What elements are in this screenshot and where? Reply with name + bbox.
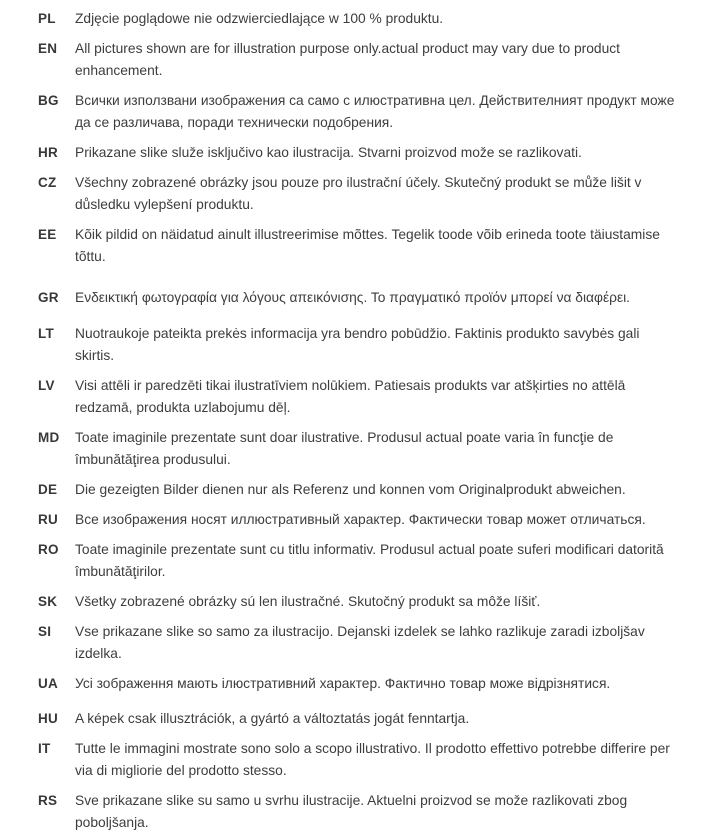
disclaimer-text-lt: Nuotraukoje pateikta prekės informacija yra bendro pobūdžio. Faktinis produkto savybės gali skirtis. <box>75 326 640 363</box>
language-code-cz: CZ <box>38 175 57 190</box>
language-code-hr: HR <box>38 145 58 160</box>
language-code-de: DE <box>38 482 58 497</box>
language-code-gr: GR <box>38 290 59 305</box>
disclaimer-text-ro: Toate imaginile prezentate sunt cu titlu informativ. Produsul actual poate suferi modificari datorită îmbunătăţirilor. <box>75 542 664 579</box>
language-code-en: EN <box>38 41 58 56</box>
disclaimer-text-sk: Všetky zobrazené obrázky sú len ilustračné. Skutočný produkt sa môže líšiť. <box>75 594 541 609</box>
disclaimer-row-gr <box>0 287 720 309</box>
disclaimer-text-de: Die gezeigten Bilder dienen nur als Referenz und konnen vom Originalprodukt abweichen. <box>75 482 626 497</box>
language-code-lv: LV <box>38 378 55 393</box>
disclaimer-text-hr: Prikazane slike služe isključivo kao ilustracija. Stvarni proizvod može se razlikovati. <box>75 145 582 160</box>
disclaimer-row-de <box>0 479 720 501</box>
disclaimer-row-pl <box>0 8 720 30</box>
disclaimer-row-hu <box>0 708 720 730</box>
disclaimer-text-ee: Kõik pildid on näidatud ainult illustreerimise mõttes. Tegelik toode võib erineda toote täiustamise tõttu. <box>75 227 660 264</box>
disclaimer-row-ua <box>0 673 720 695</box>
disclaimer-row-sk <box>0 591 720 613</box>
disclaimer-row-rs <box>0 790 720 834</box>
disclaimer-text-bg: Всички използвани изображения са само с илюстративна цел. Действителният продукт може да се различава, поради технически подобрения. <box>75 93 675 130</box>
language-code-hu: HU <box>38 711 58 726</box>
disclaimer-row-ru <box>0 509 720 531</box>
language-code-sk: SK <box>38 594 58 609</box>
language-code-si: SI <box>38 624 52 639</box>
disclaimer-row-hr <box>0 142 720 164</box>
disclaimer-row-cz <box>0 172 720 216</box>
language-code-it: IT <box>38 741 51 756</box>
disclaimer-text-si: Vse prikazane slike so samo za ilustracijo. Dejanski izdelek se lahko razlikuje zaradi izboljšav izdelka. <box>75 624 645 661</box>
disclaimer-text-ru: Все изображения носят иллюстративный характер. Фактически товар может отличаться. <box>75 512 646 527</box>
disclaimer-text-hu: A képek csak illusztrációk, a gyártó a változtatás jogát fenntartja. <box>75 711 470 726</box>
language-code-ee: EE <box>38 227 57 242</box>
language-code-ro: RO <box>38 542 59 557</box>
disclaimer-text-gr: Ενδεικτική φωτογραφία για λόγους απεικόνισης. Το πραγματικό προϊόν μπορεί να διαφέρει. <box>75 290 630 305</box>
disclaimer-row-lv <box>0 375 720 419</box>
language-code-bg: BG <box>38 93 59 108</box>
language-code-rs: RS <box>38 793 58 808</box>
disclaimer-row-ro <box>0 539 720 583</box>
disclaimer-text-pl: Zdjęcie poglądowe nie odzwierciedlające w 100 % produktu. <box>75 11 444 26</box>
disclaimer-row-lt <box>0 323 720 367</box>
disclaimer-row-en <box>0 38 720 82</box>
language-code-md: MD <box>38 430 60 445</box>
disclaimer-text-it: Tutte le immagini mostrate sono solo a scopo illustrativo. Il prodotto effettivo potrebbe differire per via di migliorie del prodotto stesso. <box>75 741 670 778</box>
language-code-ua: UA <box>38 676 58 691</box>
disclaimer-text-rs: Sve prikazane slike su samo u svrhu ilustracije. Aktuelni proizvod se može razlikovati zbog poboljšanja. <box>75 793 628 830</box>
disclaimer-text-en: All pictures shown are for illustration purpose only.actual product may vary due to product enhancement. <box>75 41 620 78</box>
disclaimer-row-it <box>0 738 720 782</box>
disclaimer-text-md: Toate imaginile prezentate sunt doar ilustrative. Produsul actual poate varia în funcţie de îmbunătăţirea produsului. <box>75 430 614 467</box>
disclaimer-row-md <box>0 427 720 471</box>
language-code-ru: RU <box>38 512 58 527</box>
language-code-pl: PL <box>38 11 56 26</box>
disclaimer-text-ua: Усі зображення мають ілюстративний характер. Фактично товар може відрізнятися. <box>75 676 611 691</box>
language-code-lt: LT <box>38 326 54 341</box>
disclaimer-row-si <box>0 621 720 665</box>
disclaimer-row-ee <box>0 224 720 268</box>
disclaimer-text-cz: Všechny zobrazené obrázky jsou pouze pro ilustrační účely. Skutečný produkt se může lišit v důsledku vylepšení produktu. <box>75 175 642 212</box>
disclaimer-text-lv: Visi attēli ir paredzēti tikai ilustratīviem nolūkiem. Patiesais produkts var atšķirties no attēlā redzamā, produkta uzlabojumu dēļ. <box>75 378 626 415</box>
disclaimer-row-bg <box>0 90 720 134</box>
